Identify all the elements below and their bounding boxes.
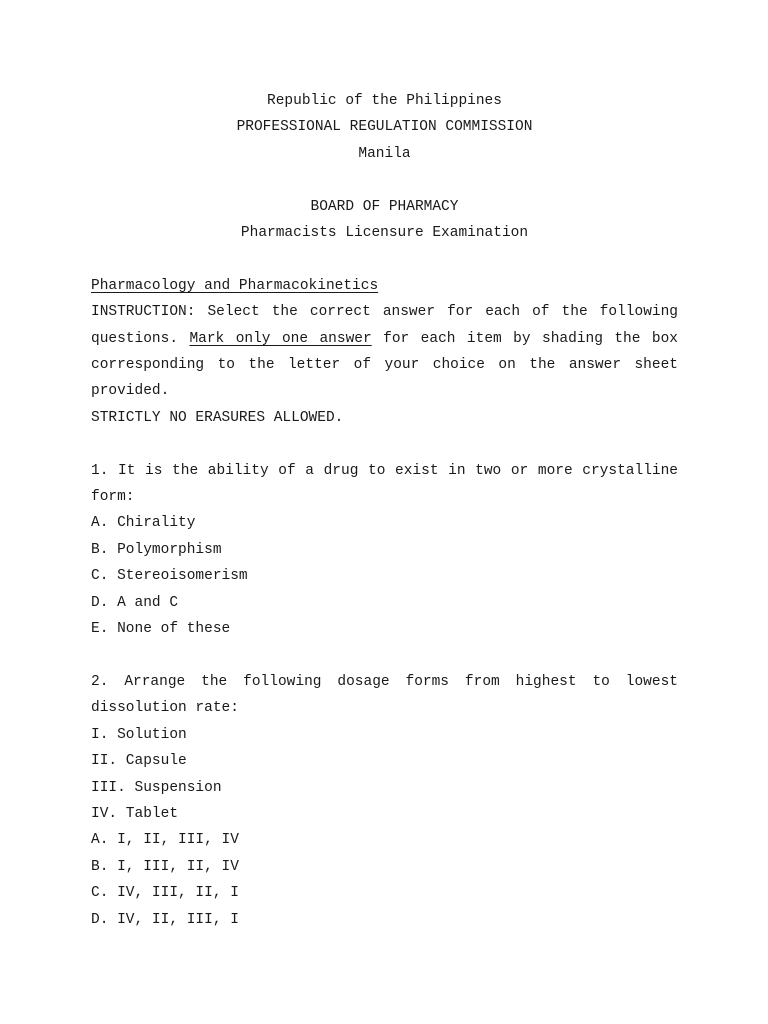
instruction-line-3: corresponding to the letter of your choice on the answer sheet — [91, 357, 678, 374]
instruction-line-4: provided. — [91, 383, 170, 400]
exam-page — [91, 88, 678, 933]
answer-option: B. Polymorphism — [91, 541, 222, 558]
answer-option: E. None of these — [91, 621, 231, 638]
spacer — [91, 167, 678, 193]
question-stem-cont: dissolution rate: — [91, 700, 239, 717]
roman-item: I. Solution — [91, 726, 187, 743]
answer-option: A. Chirality — [91, 515, 196, 532]
header-republic: Republic of the Philippines — [267, 93, 502, 109]
section-title: Pharmacology and Pharmacokinetics — [91, 277, 379, 294]
header-board: BOARD OF PHARMACY — [310, 198, 459, 215]
header-city: Manila — [358, 145, 411, 162]
question-1 — [91, 458, 678, 643]
header-commission: PROFESSIONAL REGULATION COMMISSION — [236, 119, 533, 136]
answer-option: C. IV, III, II, I — [91, 885, 239, 902]
spacer — [91, 246, 678, 272]
answer-option: C. Stereoisomerism — [91, 568, 248, 585]
instruction-text: questions. — [91, 330, 190, 347]
answer-option: A. I, II, III, IV — [91, 832, 239, 849]
answer-option: D. IV, II, III, I — [91, 911, 239, 928]
instruction-emphasis: Mark only one answer — [189, 330, 372, 347]
spacer — [91, 431, 678, 457]
roman-item: IV. Tablet — [91, 805, 179, 822]
header-exam-title: Pharmacists Licensure Examination — [240, 225, 529, 242]
answer-option: B. I, III, II, IV — [91, 858, 239, 875]
document-header — [91, 88, 678, 246]
instruction-line-2 — [91, 326, 678, 352]
instruction-text: for each item by shading the box — [371, 330, 679, 347]
question-stem: 1. It is the ability of a drug to exist in two or more crystalline — [91, 462, 678, 479]
spacer — [91, 642, 678, 668]
question-stem: 2. Arrange the following dosage forms from highest to lowest — [91, 673, 678, 690]
roman-item: II. Capsule — [91, 753, 187, 770]
roman-item: III. Suspension — [91, 779, 222, 796]
instructions-section — [91, 273, 678, 431]
answer-option: D. A and C — [91, 594, 179, 611]
question-stem-cont: form: — [91, 489, 135, 506]
instruction-line-1: INSTRUCTION: Select the correct answer for each of the following — [91, 304, 678, 321]
no-erasures-warning: STRICTLY NO ERASURES ALLOWED. — [91, 409, 344, 426]
question-2 — [91, 669, 678, 933]
